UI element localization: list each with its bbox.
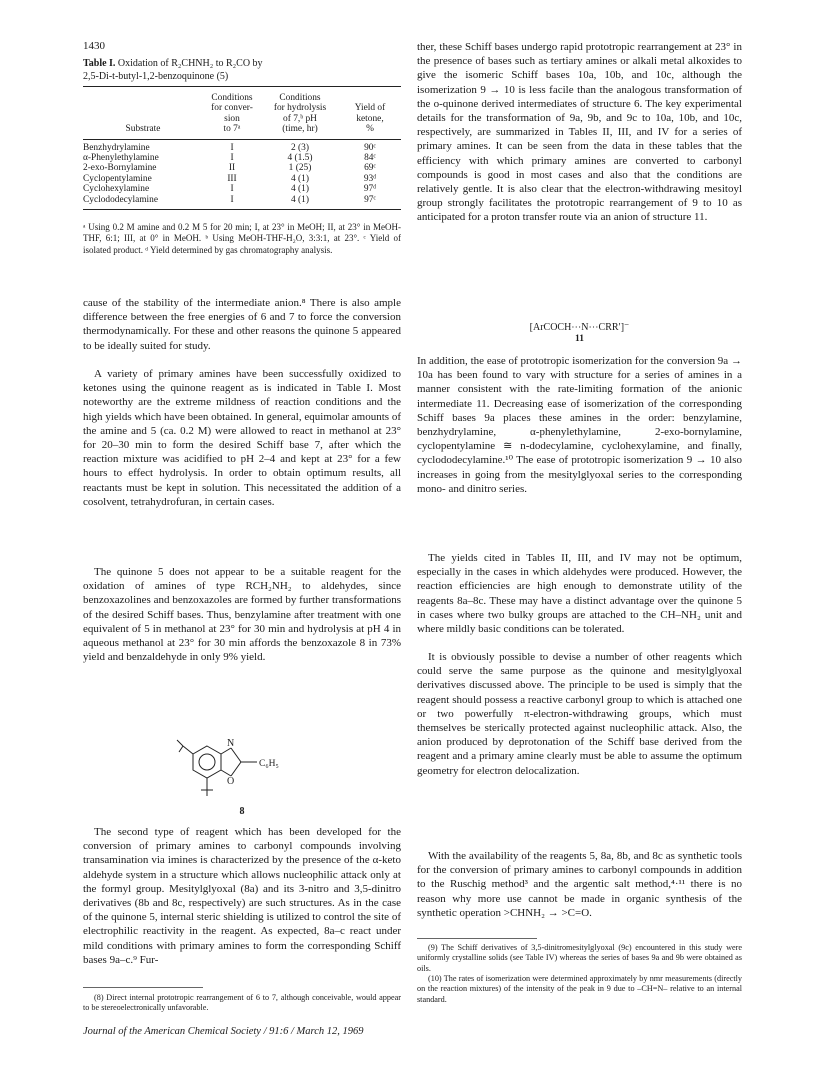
table1-caption-label: Table I. bbox=[83, 58, 116, 69]
left-paragraph-3: The quinone 5 does not appear to be a suitable reagent for the oxidation of amines of type RCH₂NH₂ to aldehydes, since benzoxazolines and benzoxazoles are formed by further transformations of the desired Schiff bases. Thus, benzylamine after treatment with one equivalent of 5 in methanol at 23° for 30 min and hydrolysis at pH 4 in aqueous methanol at 23° for 30 min affords the benzoxazole 8 in 73% yield and benzaldehyde in only 9% yield. bbox=[83, 566, 401, 664]
page-number: 1430 bbox=[83, 40, 105, 52]
right-paragraph-1: ther, these Schiff bases undergo rapid prototropic rearrangement at 23° in the presence of bases such as tertiary amines or alkali metal alkoxides to give the isomeric Schiff bases 10a, 10b, and 10c, although the isomerization 9 → 10 is less facile than the analogous transformation of the o-quinone derived intermediates of structure 6. The key experimental details for the transformation of 9a, 9b, and 9c to 10a, 10b, and 10c, respectively, are summarized in Tables II, III, and IV for a series of primary amines. It can be seen from the data in these tables that the efficiency with which primary amines are converted to carbonyl compounds is good in most cases and also that the conditions are relatively gentle. It is also clear that the electron-withdrawing mesitoyl group strongly facilitates the prototropic rearrangement of 9 to 10 as anticipated for a proton transfer route via an anion of structure 11. bbox=[417, 41, 742, 224]
right-paragraph-5: With the availability of the reagents 5, 8a, 8b, and 8c as synthetic tools for the conversion of primary amines to carbonyl compounds in addition to the Ruschig method³ and the argentic salt method,⁴·¹¹ there is no reason why more use cannot be made in organic synthesis of the synthetic operation >CHNH₂ → >C=O. bbox=[417, 850, 742, 919]
struct8-substituent: C₆H₅ bbox=[259, 759, 279, 769]
th-hydrolysis: Conditions for hydrolysis of 7,ᵇ pH (time, hr) bbox=[273, 93, 327, 135]
table1-header-row bbox=[83, 93, 401, 135]
table1-caption-line2: 2,5-Di-t-butyl-1,2-benzoquinone (5) bbox=[83, 70, 229, 82]
table1-footnote: ᵃ Using 0.2 M amine and 0.2 M 5 for 20 min; I, at 23° in MeOH; II, at 23° in MeOH-THF, 6:1; III, at 0° in MeOH. ᵇ Using MeOH-THF-H₂O, 3:3:1, at 23°. ᶜ Yield of isolated product. ᵈ Yield determined by gas chromatography analysis. bbox=[83, 222, 401, 255]
struct8-label: 8 bbox=[239, 806, 245, 817]
table-row: Cyclohexylamine I 4 (1) 97ᵈ bbox=[83, 184, 377, 195]
table-row: 2-exo-Bornylamine II 1 (25) 69ᶜ bbox=[83, 163, 376, 174]
svg-text:N: N bbox=[227, 738, 235, 749]
struct11-label: 11 bbox=[575, 334, 584, 344]
th-conversion: Conditions for conver- sion to 7ᵃ bbox=[211, 93, 253, 135]
th-substrate: Substrate bbox=[125, 124, 161, 135]
th-yield: Yield of ketone, % bbox=[354, 103, 386, 135]
left-paragraph-2: A variety of primary amines have been successfully oxidized to ketones using the quinone reagent as is indicated in Table I. Most noteworthy are the extreme mildness of reaction conditions and the high yields which have been obtained. In general, equimolar amounts of the amine and 5 (ca. 0.2 M) were allowed to react in methanol at 23° for 20–30 min to form the desired Schiff base 7, after which the reaction mixture was acidified to pH 2–4 and kept at 23° for a few hours to effect hydrolysis. In order to obtain optimum results, all reactants must be kept in solution. This necessitated the addition of a cosolvent, tetrahydrofuran, in certain cases. bbox=[83, 368, 401, 508]
table-row: Cyclododecylamine I 4 (1) 97ᶜ bbox=[83, 194, 376, 205]
table-row: Cyclopentylamine III 4 (1) 93ᵈ bbox=[83, 173, 377, 184]
svg-text:O: O bbox=[227, 776, 235, 787]
left-paragraph-1: cause of the stability of the intermediate anion.⁸ There is also ample difference between the free energies of 6 and 7 to force the conversion thermodynamically. For these and other reasons the quinone 5 appeared to be ideally suited for study. bbox=[83, 297, 401, 352]
table1-caption bbox=[83, 58, 401, 83]
right-paragraph-2: In addition, the ease of prototropic isomerization for the conversion 9a → 10a has been found to vary with structure for a series of amines in a manner consistent with the rate-limiting formation of the anionic intermediate 11. Decreasing ease of isomerization of the corresponding Schiff bases 9a places these amines in the order: benzylamine, benzhydrylamine, α-phenylethylamine, 2-exo-bornylamine, cyclopentylamine ≅ n-dodecylamine, cyclohexylamine, and finally, cyclododecylamine.¹⁰ The ease of prototropic isomerization 9 → 10 also increases in going from the mesitylglyoxal series to the corresponding mono- and dinitro series. bbox=[417, 355, 742, 495]
table-row: α-Phenylethylamine I 4 (1.5) 84ᶜ bbox=[83, 153, 376, 164]
benzoxazole-structure-8 bbox=[163, 730, 323, 810]
journal-footer: Journal of the American Chemical Society / 91:6 / March 12, 1969 bbox=[83, 1026, 364, 1037]
footnote-8: (8) Direct internal prototropic rearrangement of 6 to 7, although conceivable, would appear to be stereoelectronically unfavorable. bbox=[83, 993, 401, 1013]
right-paragraph-3: The yields cited in Tables II, III, and IV may not be optimum, especially in the cases in which aldehydes were produced. However, the reaction efficiencies are high enough to demonstrate utility of the reagents 8a–8c. These may have a distinct advantage over the quinone 5 in cases where two bulky groups are attached to the CH–NH₂ unit and where mildly basic conditions can be tolerated. bbox=[417, 552, 742, 636]
table-row: Benzhydrylamine I 2 (3) 90ᶜ bbox=[83, 142, 376, 153]
left-footnote-rule bbox=[83, 987, 203, 988]
table1-caption-line1: Oxidation of R₂CHNH₂ to R₂CO by bbox=[117, 58, 263, 69]
struct11-formula: [ArCOCH⋯N⋯CRR′]⁻ bbox=[529, 322, 630, 333]
right-paragraph-4: It is obviously possible to devise a number of other reagents which could serve the same purpose as the quinone and mesitylglyoxal derivatives discussed above. The principle to be used is simply that the reagent should possess a reactive carbonyl group to which is attached one or two powerfully π-electron-withdrawing groups, which must themselves be sterically protected against nucleophilic attack. Also, the anion produced by deprotonation of the Schiff base derived from the reagent and a primary amine clearly must be able to assume the optimum geometry for electron delocalization. bbox=[417, 651, 742, 777]
footnote-10: (10) The rates of isomerization were determined approximately by nmr measurements (directly on the reaction mixtures) of the intensity of the peak in 9 due to –CH=N– relative to an internal standard. bbox=[417, 974, 742, 1004]
footnote-9: (9) The Schiff derivatives of 3,5-dinitromesitylglyoxal (9c) encountered in this study were uniformly crystalline solids (see Table IV) whereas the series of bases 9a and 9b were obtained as oils. bbox=[417, 943, 742, 973]
table1 bbox=[83, 93, 401, 210]
left-paragraph-4: The second type of reagent which has been developed for the conversion of primary amines to carbonyl compounds involving transamination via imines is characterized by the presence of the α-keto aldehyde system in a structure which allows nucleophilic attack only at the formyl group. Mesitylglyoxal (8a) and its 3-nitro and 3,5-dinitro derivatives (8b and 8c, respectively) are such structures. As in the case of the quinone 5, internal steric shielding is utilized to control the site of electrophilic reactivity in the reagent. As expected, 8a–c react under mild conditions with primary amines to form the corresponding Schiff bases 9a–c.⁹ Fur- bbox=[83, 826, 401, 966]
table1-top-rule bbox=[83, 86, 401, 87]
right-footnote-rule bbox=[417, 938, 537, 939]
